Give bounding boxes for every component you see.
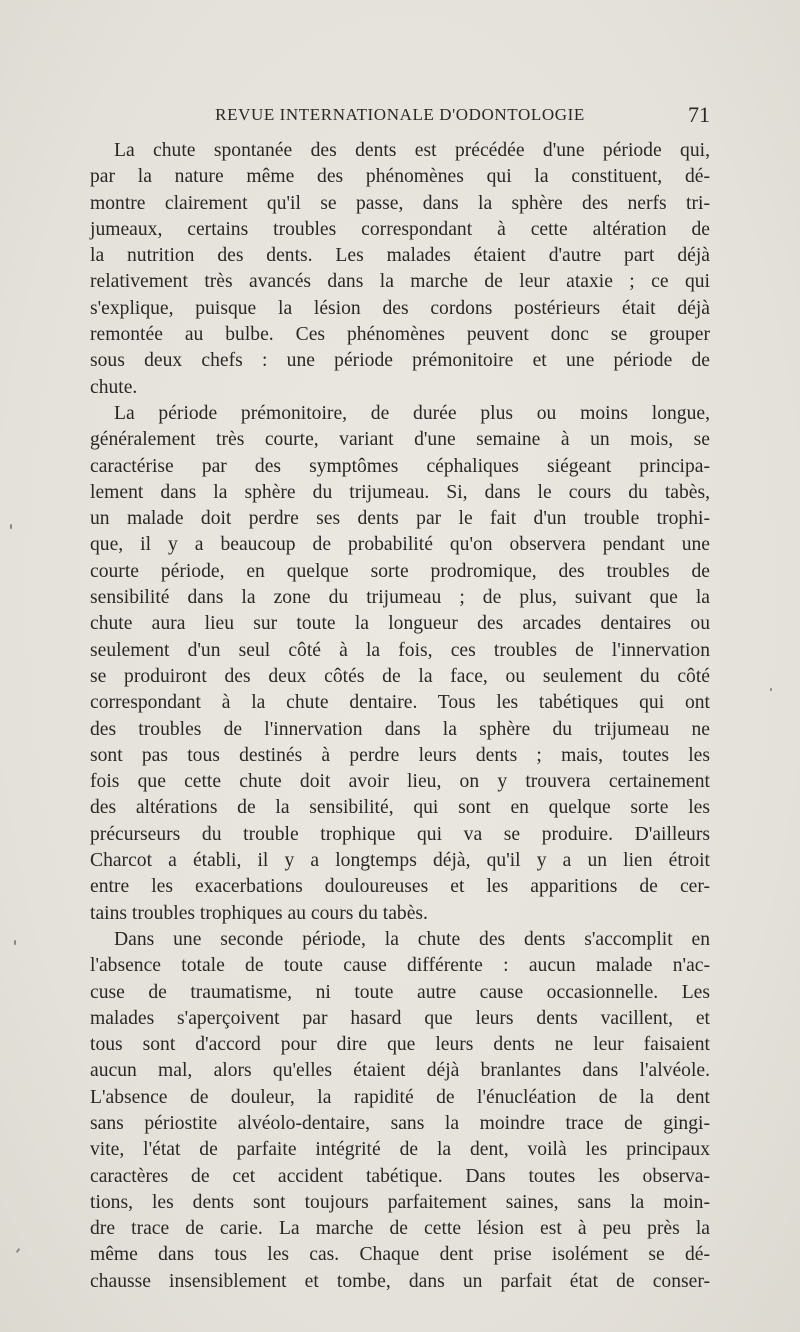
text-line: jumeaux, certains troubles correspondant à cette altération de bbox=[90, 218, 710, 240]
text-line: Dans une seconde période, la chute des dents s'accomplit en bbox=[114, 928, 710, 950]
page-header bbox=[90, 100, 710, 130]
text-line: un malade doit perdre ses dents par le fait d'un trouble trophi- bbox=[90, 508, 710, 530]
text-line: chute. bbox=[90, 376, 138, 398]
text-line: lement dans la sphère du trijumeau. Si, dans le cours du tabès, bbox=[90, 481, 710, 503]
text-line: L'absence de douleur, la rapidité de l'énucléation de la dent bbox=[90, 1086, 710, 1108]
paper-speck bbox=[16, 1248, 21, 1253]
text-line: l'absence totale de toute cause différente : aucun malade n'ac- bbox=[90, 955, 710, 977]
text-line: sans périostite alvéolo-dentaire, sans la moindre trace de gingi- bbox=[90, 1112, 710, 1134]
paper-speck bbox=[10, 524, 12, 529]
text-line: remontée au bulbe. Ces phénomènes peuvent donc se grouper bbox=[90, 324, 710, 346]
text-line: précurseurs du trouble trophique qui va se produire. D'ailleurs bbox=[90, 823, 710, 845]
text-line: se produiront des deux côtés de la face, ou seulement du côté bbox=[90, 665, 710, 687]
text-line: tions, les dents sont toujours parfaitement saines, sans la moin- bbox=[90, 1191, 710, 1213]
text-line: la nutrition des dents. Les malades étaient d'autre part déjà bbox=[90, 245, 710, 267]
text-line: caractérise par des symptômes céphaliques siégeant principa- bbox=[90, 455, 710, 477]
text-line: La chute spontanée des dents est précédée d'une période qui, bbox=[114, 140, 710, 161]
text-line: des altérations de la sensibilité, qui sont en quelque sorte les bbox=[90, 797, 710, 819]
text-line: dre trace de carie. La marche de cette lésion est à peu près la bbox=[90, 1218, 710, 1240]
running-title: REVUE INTERNATIONALE D'ODONTOLOGIE bbox=[215, 105, 585, 124]
page-number: 71 bbox=[688, 102, 710, 127]
text-line: relativement très avancés dans la marche de leur ataxie ; ce qui bbox=[90, 271, 710, 293]
text-line: chausse insensiblement et tombe, dans un parfait état de conser- bbox=[90, 1270, 710, 1292]
text-line: fois que cette chute doit avoir lieu, on y trouvera certainement bbox=[90, 771, 710, 793]
text-line: courte période, en quelque sorte prodromique, des troubles de bbox=[90, 560, 710, 582]
text-line: des troubles de l'innervation dans la sphère du trijumeau ne bbox=[90, 718, 710, 740]
text-line: vite, l'état de parfaite intégrité de la dent, voilà les principaux bbox=[90, 1139, 710, 1161]
text-line: malades s'aperçoivent par hasard que leurs dents vacillent, et bbox=[90, 1007, 710, 1029]
text-line: par la nature même des phénomènes qui la constituent, dé- bbox=[90, 166, 710, 188]
text-line: correspondant à la chute dentaire. Tous les tabétiques qui ont bbox=[90, 692, 710, 714]
text-line: seulement d'un seul côté à la fois, ces troubles de l'innervation bbox=[90, 639, 710, 661]
text-line: cuse de traumatisme, ni toute autre cause occasionnelle. Les bbox=[90, 981, 710, 1003]
text-line: tains troubles trophiques au cours du tabès. bbox=[90, 902, 428, 924]
text-line: entre les exacerbations douloureuses et les apparitions de cer- bbox=[90, 876, 710, 898]
body-text bbox=[90, 138, 710, 1295]
text-line: s'explique, puisque la lésion des cordons postérieurs était déjà bbox=[90, 297, 710, 319]
text-line: chute aura lieu sur toute la longueur des arcades dentaires ou bbox=[90, 613, 710, 635]
text-line: caractères de cet accident tabétique. Dans toutes les observa- bbox=[90, 1165, 710, 1187]
paper-speck bbox=[14, 940, 16, 945]
text-line: La période prémonitoire, de durée plus ou moins longue, bbox=[114, 402, 710, 424]
text-line: sont pas tous destinés à perdre leurs dents ; mais, toutes les bbox=[90, 744, 710, 766]
text-line: que, il y a beaucoup de probabilité qu'on observera pendant une bbox=[90, 534, 710, 556]
text-line: sous deux chefs : une période prémonitoire et une période de bbox=[90, 350, 710, 372]
paper-speck bbox=[770, 688, 772, 691]
text-line: même dans tous les cas. Chaque dent prise isolément se dé- bbox=[90, 1244, 710, 1266]
text-line: tous sont d'accord pour dire que leurs dents ne leur faisaient bbox=[90, 1034, 710, 1056]
text-line: aucun mal, alors qu'elles étaient déjà branlantes dans l'alvéole. bbox=[90, 1060, 710, 1082]
text-line: Charcot a établi, il y a longtemps déjà, qu'il y a un lien étroit bbox=[90, 850, 710, 872]
text-line: généralement très courte, variant d'une semaine à un mois, se bbox=[90, 429, 710, 451]
text-line: montre clairement qu'il se passe, dans la sphère des nerfs tri- bbox=[90, 192, 710, 214]
text-line: sensibilité dans la zone du trijumeau ; de plus, suivant que la bbox=[90, 587, 710, 609]
